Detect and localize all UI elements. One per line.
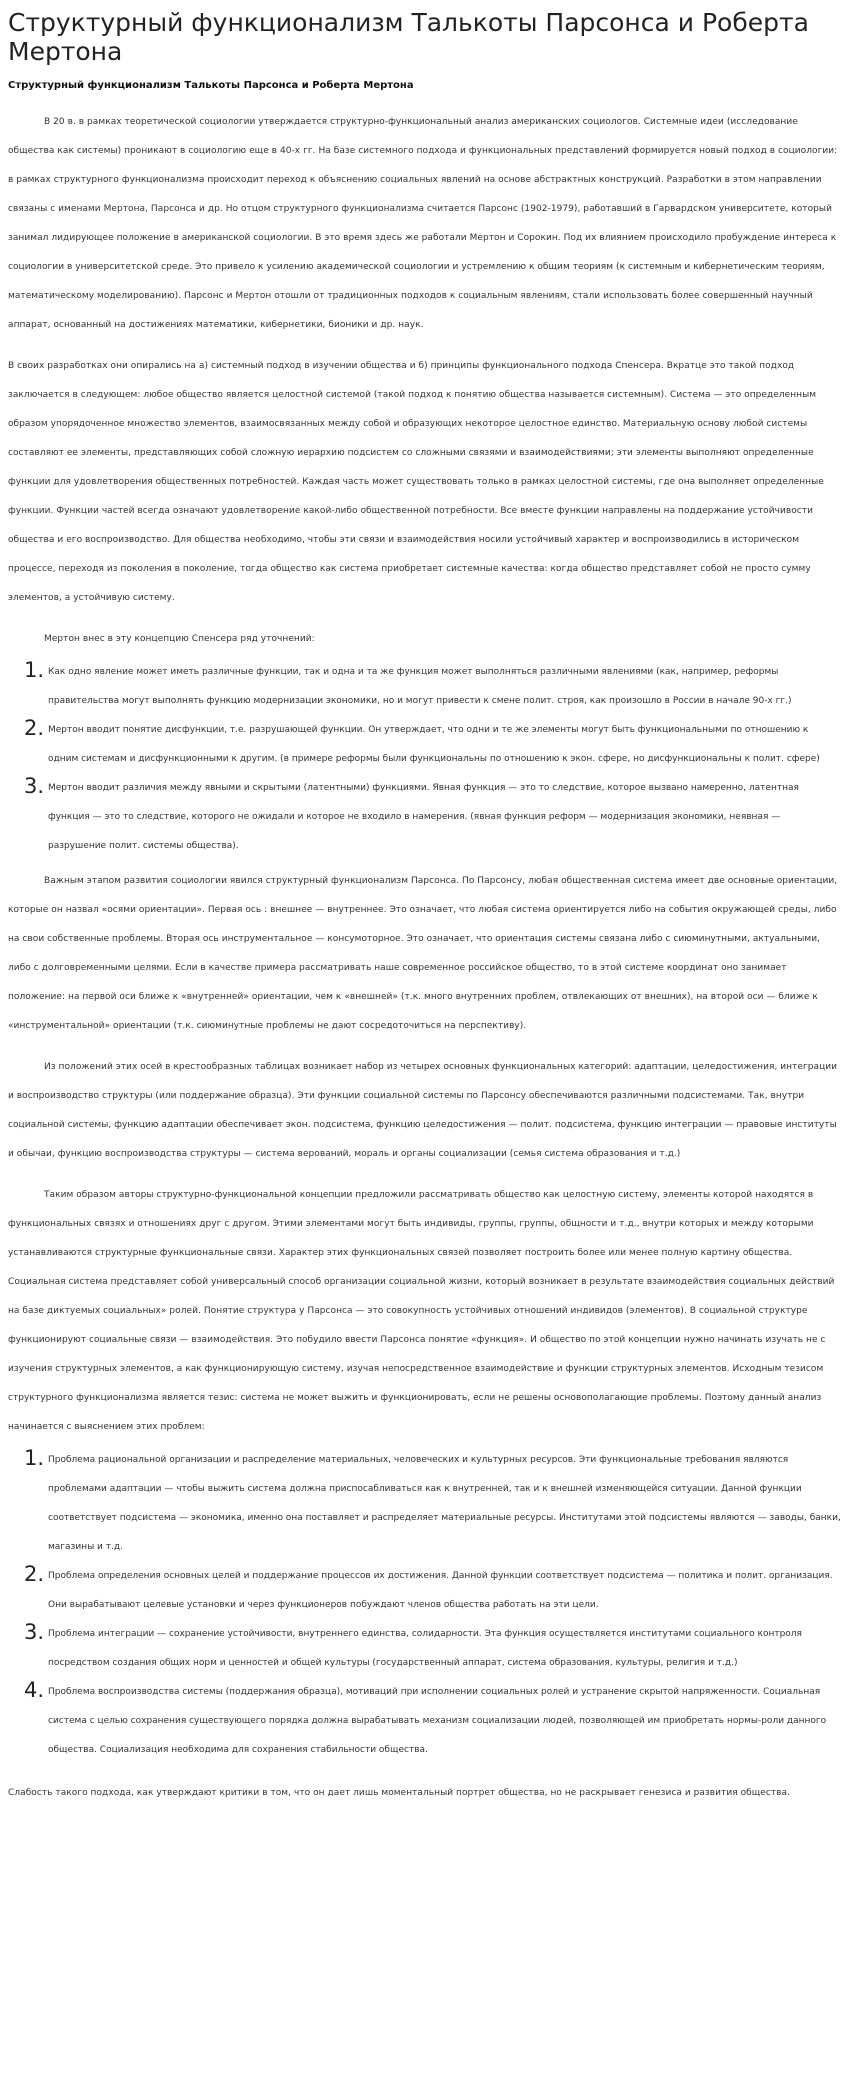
paragraph-intro: В 20 в. в рамках теоретической социологии утверждается структурно-функциональный анализ американских социологов. Системные идеи (исследование общества как системы) проникают в социологию еще в 40-х гг. На базе системного подхода и функциональных представлений формируется новый подход в социологии: в рамках структурного функционализма происходит переход к объяснению социальных явлений на основе абстрактных конструкций. Разработки в этом направлении связаны с именами Мертона, Парсонса и др. Но отцом структурного функционализма считается Парсонс (1902-1979), работавший в Гарвардском университете, который занимал лидирующее положение в американской социологии. В это время здесь же работали Мертон и Сорокин. Под их влиянием происходило пробуждение интереса к социологии в университетской среде. Это привело к усилению академической социологии и устремлению к общим теориям (к системным и кибернетическим теориям, математическому моделированию). Парсонс и Мертон отошли от традиционных подходов к социальным явлениям, стали использовать более совершенный научный аппарат, основанный на достижениях математики, кибернетики, бионики и др. наук. [8,117,838,330]
list-item [8,658,841,716]
paragraph-system: Таким образом авторы структурно-функциональной концепции предложили рассматривать общество как целостную систему, элементы которой находятся в функциональных связях и отношениях друг с другом. Этими элементами могут быть индивиды, группы, группы, общности и т.д., внутри которых и между которыми устанавливаются структурные функциональные связи. Характер этих функциональных связей позволяет построить более или менее полную картину общества. Социальная система представляет собой универсальный способ организации социальной жизни, который возникает в результате взаимодействия социальных действий на базе диктуемых социальных» ролей. Понятие структура у Парсонса — это совокупность устойчивых отношений индивидов (элементов). В социальной структуре функционируют социальные связи — взаимодействия. Это побудило ввести Парсонса понятие «функция». И общество по этой концепции нужно начинать изучать не с изучения структурных элементов, а как функционирующую систему, изучая непосредственное взаимодействие и функции структурных элементов. Исходным тезисом структурного функционализма является тезис: система не может выжить и функционировать, если не решены основополагающие проблемы. Поэтому данный анализ начинается с выяснением этих проблем: [8,1190,835,1432]
page-title: Структурный функционализм Талькоты Парсонса и Роберта Мертона [8,8,809,66]
list-item-text: Проблема воспроизводства системы (поддержания образца), мотиваций при исполнении социальных ролей и устранение скрытой напряженности. Социальная система с целью сохранения существующего порядка должна вырабатывать механизм социализации людей, позволяющей им приобретать нормы-роли данного общества. Социализация необходима для сохранения стабильности общества. [48,1687,827,1755]
list-item [8,1678,841,1765]
list-item [8,1620,841,1678]
list-item-text: Мертон вводит различия между явными и скрытыми (латентными) функциями. Явная функция — это то следствие, которое вызвано намеренно, латентная функция — это то следствие, которого не ожидали и которое не входило в намерения. (явная функция реформ — модернизация экономики, неявная — разрушение полит. системы общества). [48,783,799,851]
list-number: 2. [24,716,45,740]
list-number: 3. [24,1620,45,1644]
list-item-text: Проблема рациональной организации и распределение материальных, человеческих и культурных ресурсов. Эти функциональные требования являются проблемами адаптации — чтобы выжить система должна приспосабливаться как к внутренней, так и к внешней изменяющейся ситуации. Данной функции соответствует подсистема — экономика, именно она поставляет и распределяет материальные ресурсы. Институтами этой подсистемы являются — заводы, банки, магазины и т.д. [48,1455,841,1552]
list-item-text: Как одно явление может иметь различные функции, так и одна и та же функция может выполняться различными явлениями (как, например, реформы правительства могут выполнять функцию модернизации экономики, но и могут привести к смене полит. строя, как произошло в России в начале 90-х гг.) [48,667,792,706]
problems-list [8,1446,841,1765]
list-item-text: Проблема интеграции — сохранение устойчивости, внутреннего единства, солидарности. Эта функция осуществляется институтами социального контроля посредством создания общих норм и ценностей и общей культуры (государственный аппарат, система образования, культуры, религия и т.д.) [48,1629,802,1668]
merton-list [8,658,841,861]
paragraph-merton-lead: Мертон внес в эту концепцию Спенсера ряд уточнений: [44,634,315,644]
list-number: 1. [24,658,45,682]
list-number: 1. [24,1446,45,1470]
list-number: 2. [24,1562,45,1586]
article-subtitle: Структурный функционализм Талькоты Парсонса и Роберта Мертона [8,80,414,91]
list-item [8,1446,841,1562]
paragraph-critique: Слабость такого подхода, как утверждают критики в том, что он дает лишь моментальный портрет общества, но не раскрывает генезиса и развития общества. [8,1788,791,1798]
list-number: 4. [24,1678,45,1702]
paragraph-approach: В своих разработках они опирались на а) системный подход в изучении общества и б) принципы функционального подхода Спенсера. Вкратце это такой подход заключается в следующем: любое общество является целостной системой (такой подход к понятию общества называется системным). Система — это определенным образом упорядоченное множество элементов, взаимосвязанных между собой и образующих некоторое целостное единство. Материальную основу любой системы составляют ее элементы, представляющих собой сложную иерархию подсистем со сложными связями и взаимодействиями; эти элементы выполняют определенные функции для удовлетворения общественных потребностей. Каждая часть может существовать только в рамках целостной системы, где она выполняет определенные функции. Функции частей всегда означают удовлетворение какой-либо общественной потребности. Все вместе функции направлены на поддержание устойчивости общества и его воспроизводство. Для общества необходимо, чтобы эти связи и взаимодействия носили устойчивый характер и воспроизводились в историческом процессе, переходя из поколения в поколение, тогда общество как система приобретает системные качества: когда общество представляет собой не просто сумму элементов, а устойчивую систему. [8,361,824,603]
list-item-text: Проблема определения основных целей и поддержание процессов их достижения. Данной функции соответствует подсистема — политика и полит. организация. Они вырабатывают целевые установки и через функционеров побуждают членов общества работать на эти цели. [48,1571,833,1610]
list-number: 3. [24,774,45,798]
list-item [8,1562,841,1620]
list-item [8,716,841,774]
list-item [8,774,841,861]
paragraph-parsons-axes: Важным этапом развития социологии явился структурный функционализм Парсонса. По Парсонсу, любая общественная система имеет две основные ориентации, которые он назвал «осями ориентации». Первая ось : внешнее — внутреннее. Это означает, что любая система ориентируется либо на события окружающей среды, либо на свои собственные проблемы. Вторая ось инструментальное — консумоторное. Это означает, что ориентация системы связана либо с сиюминутными, актуальными, либо с долговременными целями. Если в качестве примера рассматривать наше современное российское общество, то в этой системе координат оно занимает положение: на первой оси ближе к «внутренней» ориентации, чем к «внешней» (т.к. много внутренних проблем, отвлекающих от внешних), на второй оси — ближе к «инструментальной» ориентации (т.к. сиюминутные проблемы не дают сосредоточиться на перспективу). [8,876,838,1031]
paragraph-functions: Из положений этих осей в крестообразных таблицах возникает набор из четырех основных функциональных категорий: адаптации, целедостижения, интеграции и воспроизводство структуры (или поддержание образца). Эти функции социальной системы по Парсонсу обеспечиваются различными подсистемами. Так, внутри социальной системы, функцию адаптации обеспечивает экон. подсистема, функцию целедостижения — полит. подсистема, функцию интеграции — правовые институты и обычаи, функцию воспроизводства структуры — система верований, мораль и органы социализации (семья система образования и т.д.) [8,1062,838,1159]
list-item-text: Мертон вводит понятие дисфункции, т.е. разрушающей функции. Он утверждает, что одни и те же элементы могут быть функциональными по отношению к одним системам и дисфункционными к другим. (в примере реформы были функциональны по отношению к экон. сфере, но дисфункциональны к полит. сфере) [48,725,820,764]
